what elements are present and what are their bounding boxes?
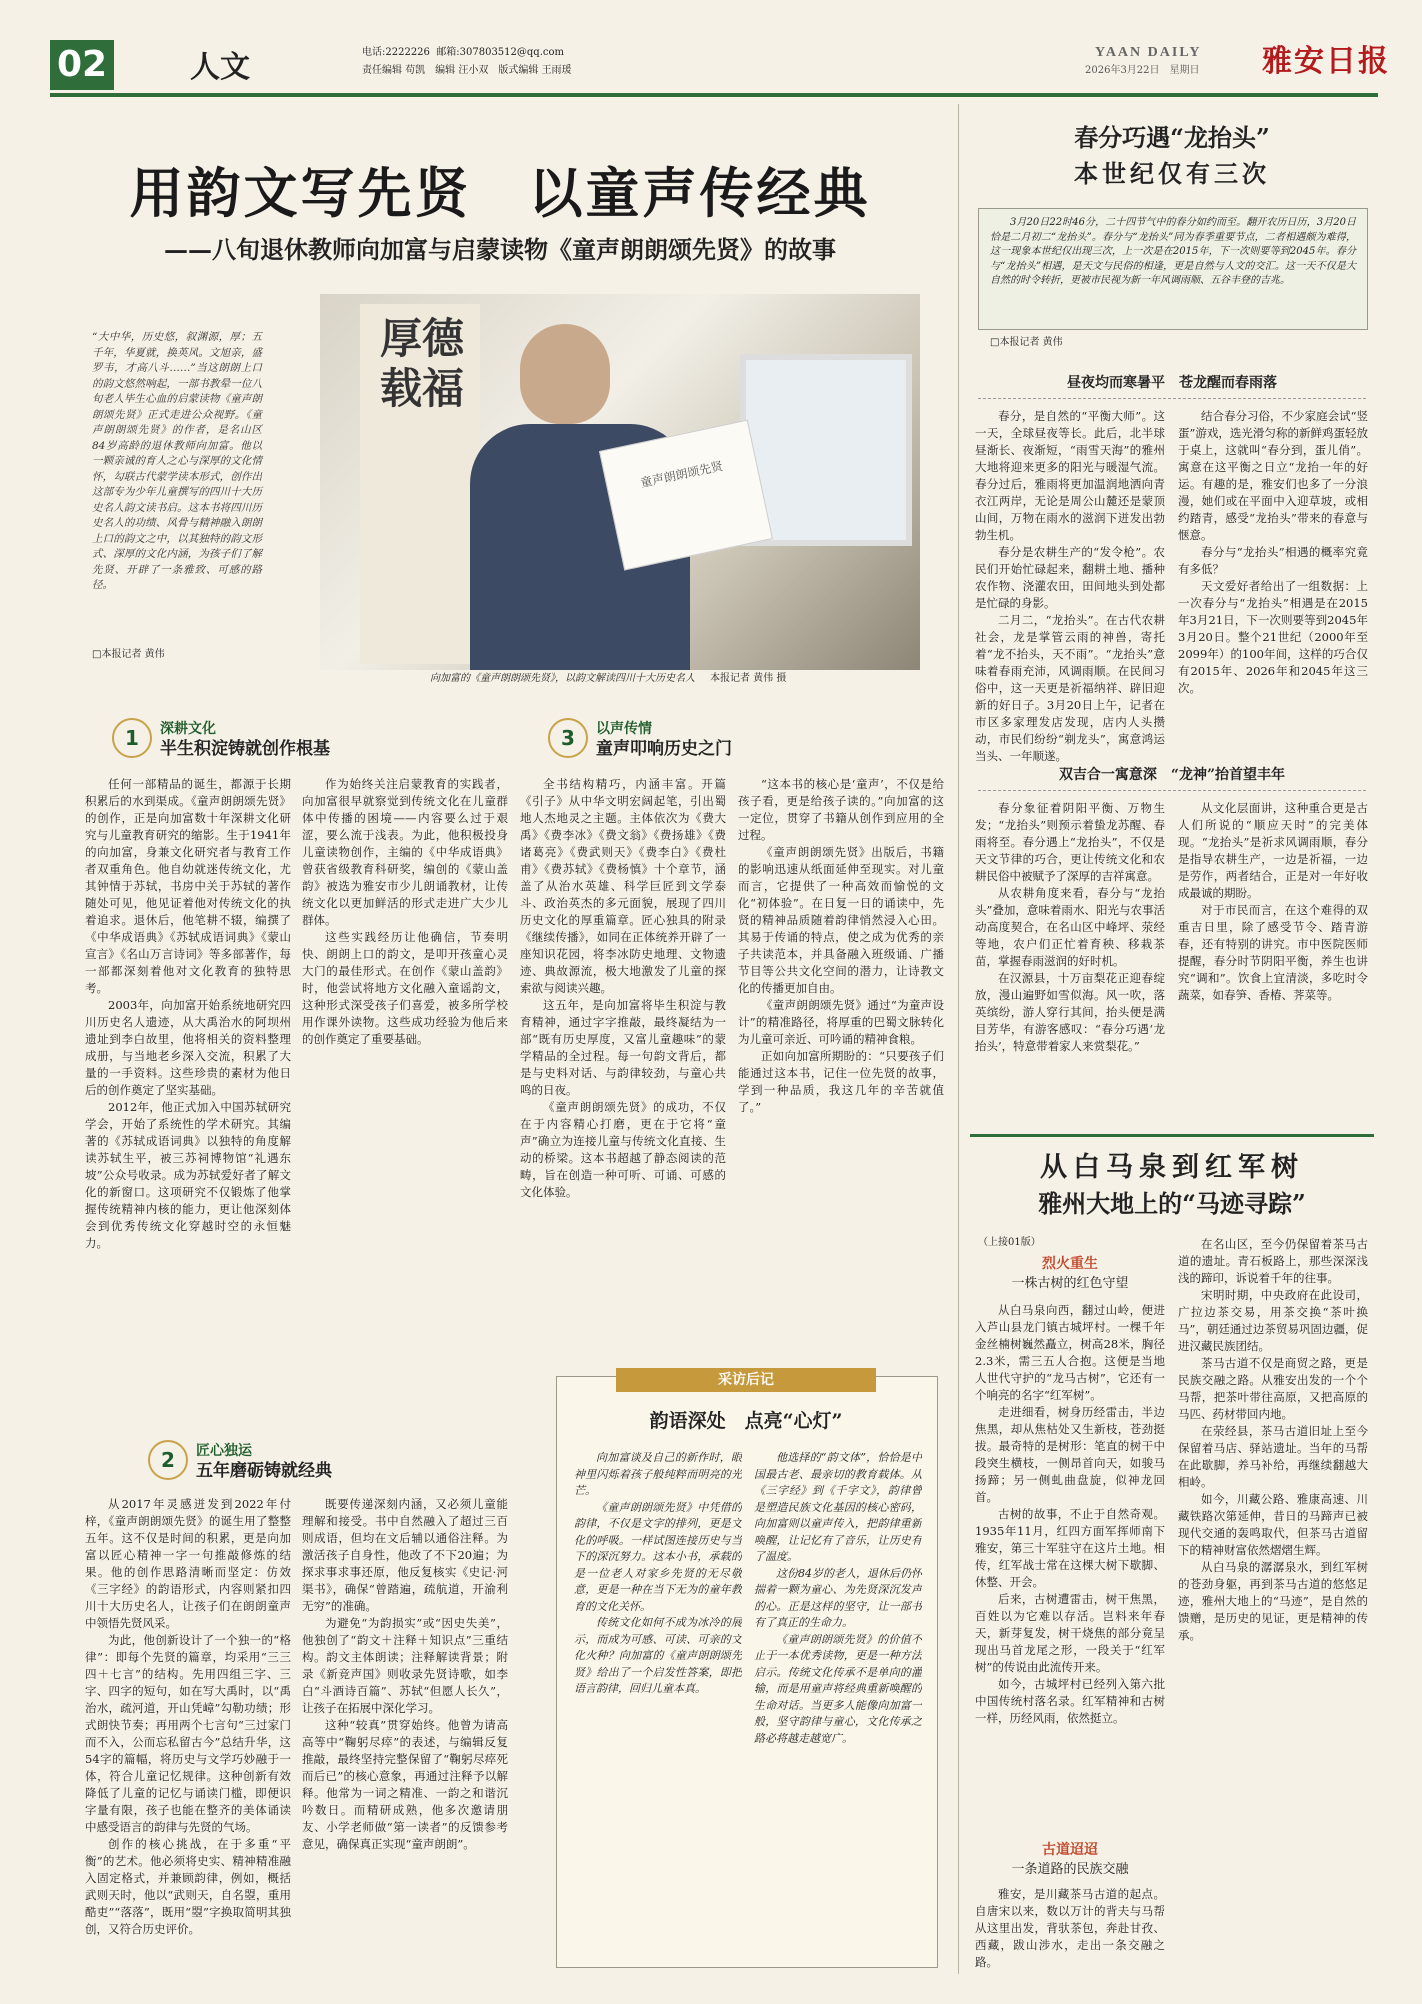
right-byline: □本报记者 黄伟 [990,337,1063,348]
photo-caption: 向加富的《童声朗朗颂先贤》，以韵文解读四川十大历史名人 [430,673,695,684]
paragraph: 向加富谈及自己的新作时，眼神里闪烁着孩子般纯粹而明亮的光芒。 [574,1451,742,1497]
sidebar-tag: 采访后记 [616,1368,876,1392]
sidebar-col1 [574,1450,742,1954]
book-cover-title: 童声朗朗颂先贤 [639,458,725,491]
header-rule [50,93,1378,97]
paragraph: 雅安，是川藏茶马古道的起点。自唐宋以来，数以万计的背夫与马帮从这里出发，背驮茶包，奔赴甘孜、西藏，跋山涉水，走出一条交融之路。 [975,1887,1165,1969]
paragraph: 春分与“龙抬头”相遇的概率究竟有多低？ [1178,545,1368,576]
paragraph: 这些实践经历让他确信，节奏明快、朗朗上口的韵文，是叩开孩童心灵大门的最佳形式。在创作《蒙山盖韵》时，他尝试将地方文化融入童谣韵文，这种形式深受孩子们喜爱，被多所学校用作课外读物。这些成功经验为他后来的创作奠定了重要基础。 [302,930,508,1046]
bottom-subhead-2: 古道迢迢 [1042,1842,1098,1858]
section-2-badge: 2 [148,1440,188,1480]
right-mid-col2 [1178,800,1368,1122]
paragraph: 对于市民而言，在这个难得的双重吉日里，除了感受节令、踏青游春，还有特别的讲究。市中医院医师提醒，春分时节阴阳平衡，养生也讲究“调和”。饮食上宜清淡，多吃时令蔬菜，如春笋、香椿、荠菜等。 [1178,903,1368,1002]
paragraph: 为此，他创新设计了一个独一的“格律”：即每个先贤的篇章，均采用“三三四＋七言”的结构。先用四组三字、三字、四字的短句，如在写大禹时，以“禹治水，疏河道，开山凭嶂”勾勒功绩；形式朗快节奏；再用两个七言句“三过家门而不入，公而忘私留古今”总结升华，这54字的篇幅，将历史与文学巧妙融于一体，符合儿童记忆规律。这种创新有效降低了儿童的记忆与诵读门槛，即便识字量有限，孩子也能在整齐的美体诵读中感受语言的韵律与先贤的气场。 [85,1633,291,1834]
section-3-col1 [520,776,726,1370]
paragraph: 正如向加富所期盼的：“只要孩子们能通过这本书，记住一位先贤的故事，学到一种品质，我这几年的辛苦就值了。” [738,1049,944,1114]
right-separator [970,1134,1374,1137]
section-2-kicker: 匠心独运 [196,1443,252,1459]
main-subtitle: ——八旬退休教师向加富与启蒙读物《童声朗朗颂先贤》的故事 [164,235,836,264]
editors: 责任编辑 苟凯 编辑 汪小双 版式编辑 王雨瑗 [362,65,572,76]
paragraph: 《童声朗朗颂先贤》的价值不止于一本优秀读物，更是一种方法启示。传统文化传承不是单向的灌输，而是用童声将经典重新唤醒的生命对话。当更多人能像向加富一般，坚守韵律与童心，文化传承之路必将越走越宽广。 [754,1632,922,1745]
right-bottom-title-2: 雅州大地上的“马迹寻踪” [1038,1189,1306,1218]
paragraph: 既要传递深刻内涵，又必须儿童能理解和接受。书中自然融入了超过三百则成语，但均在文后辅以通俗注释。为激活孩子自身性，他改了不下20遍；为探求事求事还原，他反复核实《史记·河渠书》，确保“曾踏遍，疏航道，开渝利无穷”的准确。 [302,1497,508,1613]
contact-info [362,46,922,60]
paragraph: 传统文化如何不成为冰冷的展示，而成为可感、可读、可亲的文化火种？向加富的《童声朗朗颂先贤》给出了一个启发性答案，即把语言韵律，回归儿童本真。 [574,1616,742,1695]
right-mid-col1 [975,800,1165,1122]
paragraph: 他选择的“韵文体”，恰恰是中国最古老、最亲切的教育载体。从《三字经》到《千字文》，韵律曾是塑造民族文化基因的核心密码，向加富则以童声传入，把韵律重新唤醒，让记忆有了音乐，让历史有了温度。 [754,1451,922,1563]
paragraph: 如今，川藏公路、雅康高速、川藏铁路次第延伸，昔日的马蹄声已被现代交通的轰鸣取代，但茶马古道留下的精神财富依然熠熠生辉。 [1178,1492,1368,1557]
paragraph: 2012年，他正式加入中国苏轼研究学会，开始了系统性的学术研究。其编著的《苏轼成语词典》以独特的角度解读苏轼生平，被三苏祠博物馆“礼遇东坡”公众号收录。成为苏轼爱好者了解文化的新窗口。这项研究不仅锻炼了他掌握传统精神内核的能力，更让他深刻体会到优秀传统文化穿越时空的永恒魅力。 [85,1100,291,1250]
paper-en: YAAN DAILY [1095,45,1202,60]
section-2-col2 [302,1496,508,1970]
section-3-heading: 童声叩响历史之门 [596,739,732,759]
section-1-col2 [302,776,508,1430]
dotted-rule [978,790,1366,791]
paragraph: 茶马古道不仅是商贸之路，更是民族交融之路。从雅安出发的一个个马帮，把茶叶带往高原，又把高原的马匹、药材带回内地。 [1178,1356,1368,1421]
right-bottom-title-1: 从白马泉到红军树 [1040,1152,1304,1183]
right-subhead-2: 双吉合一寓意深 “龙神”抬首望丰年 [1058,767,1286,783]
paragraph: 春分，是自然的“平衡大师”。这一天，全球昼夜等长。此后，北半球昼渐长、夜渐短，“雨雪天海”的雅州大地将迎来更多的阳光与暖湿气流。春分过后，雅雨将更加温润地洒向青衣江两岸，无论是周公山麓还是蒙顶山间，万物在雨水的滋润下迸发出勃勃生机。 [975,409,1165,542]
paragraph: 在汉源县，十万亩梨花正迎春绽放，漫山遍野如雪似海。风一吹，落英缤纷，游人穿行其间，抬头便是满目芳华，有游客感叹：“春分巧遇‘龙抬头’，特意带着家人来赏梨花。” [975,971,1165,1053]
paragraph: 这份84岁的老人，退休后仍怀揣着一颗为童心、为先贤深沉发声的心。正是这样的坚守，让一部书有了真正的生命力。 [754,1566,922,1629]
sidebar-col2 [754,1450,922,1954]
paragraph: 从白马泉向西，翻过山岭，便进入芦山县龙门镇古城坪村。一棵千年金丝楠树巍然矗立，树高28米，胸径2.3米，需三五人合抱。这便是当地人世代守护的“龙马古树”，它还有一个响亮的名字“红军树”。 [975,1303,1165,1402]
calligraphy: 厚德载福 [380,314,465,413]
right-subhead-1: 昼夜均而寒暑平 苍龙醒而春雨落 [1067,375,1277,391]
right-top-title-2: 本世纪仅有三次 [1074,159,1270,188]
right-bottom-col1 [975,1302,1165,1838]
main-title: 用韵文写先贤 以童声传经典 [129,161,871,225]
paragraph: 《童声朗朗颂先贤》出版后，书籍的影响迅速从纸面延伸至现实。对儿童而言，它提供了一种高效而愉悦的文化“初体验”。在日复一日的诵读中，先贤的精神品质随着韵律悄然浸入心田。其易于传诵的特点，使之成为优秀的亲子共读范本，并具备融入班级诵、广播节目等公共文化空间的潜力，让诗教文化的传播更加自由。 [738,845,944,995]
paragraph: 作为始终关注启蒙教育的实践者，向加富很早就察觉到传统文化在儿童群体中传播的困境——内容要么过于艰涩，要么流于浅表。为此，他积极投身儿童读物创作，主编的《中华成语典》曾获省级教育科研奖，编创的《蒙山盖韵》被选为雅安市少儿朗诵教材，让传统文化以更加鲜活的形式走进广大少儿群体。 [302,777,508,927]
paragraph: 为避免“为韵损实”或“因史失美”，他独创了“韵文＋注释＋知识点”三重结构。韵文主体朗读；注释解读背景；附录《新竞声国》则收录先贤诗歌，如李白“斗酒诗百篇”、苏轼“但愿人长久”，让孩子在拓展中深化学习。 [302,1616,508,1715]
bottom-subhead-2b: 一条道路的民族交融 [1011,1862,1129,1877]
bottom-subhead-1b: 一株古树的红色守望 [1011,1276,1129,1291]
paragraph: 春分是农耕生产的“发令枪”。农民们开始忙碌起来，翻耕土地、播种农作物、浇灌农田，田间地头到处都是忙碌的身影。 [975,545,1165,610]
paragraph: 春分象征着阴阳平衡、万物生发；“龙抬头”则预示着蛰龙苏醒、春雨将至。春分遇上“龙抬头”，不仅是天文节律的巧合，更让传统文化和农耕民俗中被赋予了深厚的吉祥寓意。 [975,801,1165,883]
paragraph: 2003年，向加富开始系统地研究四川历史名人遗迹，从大禹治水的阿坝州遗址到李白故里，他将相关的资料整理成册，与当地老乡深入交流，积累了大量的一手资料。这些珍贵的素材为他日后的创作奠定了坚实基础。 [85,998,291,1097]
section-1-badge: 1 [112,718,152,758]
section-2-heading: 五年磨砺铸就经典 [196,1461,332,1481]
right-top-col2 [1178,408,1368,772]
right-intro: 3月20日22时46分，二十四节气中的春分如约而至。翻开农历日历，3月20日恰是二月初二“龙抬头”。春分与“龙抬头”同为春季重要节点，二者相遇颇为难得，这一现象本世纪仅出现三次，上一次是在2015年，下一次则要等到2045年。春分与“龙抬头”相遇，是天文与民俗的相逢，更是自然与人文的交汇。这一天不仅是大自然的时令转折，更被市民视为新一年风调雨顺、五谷丰登的吉兆。 [990,217,1356,286]
section-3-col2 [738,776,944,1370]
paragraph: 这五年，是向加富将毕生积淀与教育精神，通过字字推敲，最终凝结为一部“既有历史厚度，又富儿童趣味”的蒙学精品的全过程。每一句韵文背后，都是与史料对话、与韵律较劲，与童心共鸣的日夜。 [520,998,726,1097]
paragraph: 这种“较真”贯穿始终。他曾为请高高等中“鞠躬尽瘁”的表述，与编辑反复推敲，最终坚持完整保留了“鞠躬尽瘁死而后已”的核心意象，再通过注释予以解释。他常为一词之精准、一韵之和谐沉吟数日。而精研成熟，他多次邀请朋友、小学老师做“第一读者”的反馈参考意见，确保真正实现“童声朗朗”。 [302,1718,508,1851]
photo-credit: 本报记者 黄伟 摄 [710,673,787,684]
paragraph: 《童声朗朗颂先贤》的成功，不仅在于内容精心打磨，更在于它将“童声”确立为连接儿童与传统文化直接、生动的桥梁。这本书超越了静态阅读的范畴，旨在创造一种可听、可诵、可感的文化体验。 [520,1100,726,1199]
paragraph: 在荥经县，茶马古道旧址上至今保留着马店、驿站遗址。当年的马帮在此歇脚，养马补给，再继续翻越大相岭。 [1178,1424,1368,1489]
paragraph: 从2017年灵感迸发到2022年付梓，《童声朗朗颂先贤》的诞生用了整整五年。这不仅是时间的积累，更是向加富以匠心精神一字一句推敲修炼的结果。他的创作思路清晰而坚定：仿效《三字经》的韵语形式，内容则紧扣四川十大历史名人，让孩子们在朗朗童声中领悟先贤风采。 [85,1497,291,1630]
section-1-kicker: 深耕文化 [160,721,216,737]
right-bottom-col2 [1178,1236,1368,1972]
bottom-subhead-1: 烈火重生 [1042,1256,1098,1272]
paragraph: 《童声朗朗颂先贤》中凭借的韵律，不仅是文字的排列，更是文化的呼吸。一样试图连接历史与当下的深沉努力。这本小书，承载的是一位老人对家乡先贤的无尽敬意，更是一种在当下无为的童年教育的文化关怀。 [574,1500,742,1613]
paragraph: 在名山区，至今仍保留着茶马古道的遗址。青石板路上，那些深深浅浅的蹄印，诉说着千年的往事。 [1178,1237,1368,1285]
phone: 电话:2222226 [362,47,430,58]
paragraph: 创作的核心挑战，在于多重“平衡”的艺术。他必须将史实、精神精准融入固定格式，并兼顾韵律，例如，概括武则天时，他以“武则天，自名曌，重用酷吏”“落落”，既用“曌”字换取简明其独创，又符合历史评价。 [85,1837,291,1936]
paragraph: 从白马泉的潺潺泉水，到红军树的苍劲身躯，再到茶马古道的悠悠足迹，雅州大地上的“马迹”，是自然的馈赠，是历史的见证，更是精神的传承。 [1178,1560,1368,1642]
paragraph: 二月二，“龙抬头”。在古代农耕社会，龙是掌管云雨的神兽，寄托着“龙不抬头，天不雨”。“龙抬头”意味着春雨充沛，风调雨顺。在民间习俗中，这一天更是祈福纳祥、辟旧迎新的好日子。3月20日上午，记者在市区多家理发店发现，店内人头攒动，市民们纷纷“剃龙头”，寓意鸿运当头、一年顺遂。 [975,613,1165,763]
section-1-heading: 半生积淀铸就创作根基 [160,739,330,759]
section-title: 人文 [190,50,250,85]
email: 邮箱:307803512@qq.com [436,47,564,58]
intro-byline: □本报记者 黄伟 [92,649,165,660]
right-top-col1 [975,408,1165,772]
dotted-rule [978,398,1366,399]
issue-date: 2026年3月22日 星期日 [1085,65,1200,76]
section-2-col1 [85,1496,291,1970]
page-number: 02 [50,40,114,90]
paragraph: 任何一部精品的诞生，都源于长期积累后的水到渠成。《童声朗朗颂先贤》的创作，正是向加富数十年深耕文化研究与儿童教育研究的缩影。生于1941年的向加富，身兼文化研究者与教育工作者双重角色。他自幼就迷传统文化，尤其钟情于苏轼，书房中关于苏轼的著作随处可见，他见证着他对传统文化的执着追求。退休后，他笔耕不辍，编撰了《中华成语典》《苏轼成语词典》《蒙山宣言》《名山万言诗词》等多部著作，每一部都深刻着他对文化教育的独特思考。 [85,777,291,995]
section-1-col1 [85,776,291,1430]
paragraph: 古树的故事，不止于自然奇观。1935年11月，红四方面军挥师南下雅安，第三十军驻守在这片土地。相传，红军战士常在这棵大树下歇脚、休整、开会。 [975,1507,1165,1589]
paragraph: 宋明时期，中央政府在此设司，广拉边茶交易，用茶交换“茶叶换马”，朝廷通过边茶贸易巩固边疆，促进汉藏民族团结。 [1178,1288,1368,1353]
paragraph: “这本书的核心是‘童声’，不仅是给孩子看，更是给孩子读的。”向加富的这一定位，贯穿了书籍从创作到应用的全过程。 [738,777,944,842]
section-3-kicker: 以声传情 [596,721,652,737]
paragraph: 结合春分习俗，不少家庭会试“竖蛋”游戏，选光滑匀称的新鲜鸡蛋轻放于桌上，这就叫“春分到，蛋儿俏”。寓意在这平衡之日立“龙抬一年的好运。有趣的是，雅安们也多了一分浪漫，她们或在平面中入迎草坡，或相约踏青，感受“龙抬头”带来的春意与惬意。 [1178,409,1368,542]
paragraph: 后来，古树遭雷击，树干焦黑，百姓以为它难以存活。岂料来年春天，新芽复发，树干烧焦的部分竟呈现出马首龙尾之形，一段关于“红军树”的传说由此流传开来。 [975,1592,1165,1674]
right-bottom-col1b [975,1886,1165,1972]
main-photo [320,294,920,670]
paragraph: 天文爱好者给出了一组数据：上一次春分与“龙抬头”相遇是在2015年3月21日，下一次则要等到2045年3月20日。整个21世纪（2000年至2099年）的100年间，这样的巧合仅有2015年、2026年和2045年这三次。 [1178,579,1368,695]
section-3-badge: 3 [548,718,588,758]
column-divider [958,104,959,1974]
paragraph: 从农耕角度来看，春分与“龙抬头”叠加，意味着雨水、阳光与农事活动高度契合，在名山区中峰坪、荥经等地，农户们正忙着育秧、移栽茶苗，掌握春雨滋润的好时机。 [975,886,1165,968]
intro-text: “大中华，历史悠，叙渊源，厚；五千年，华夏就，换英风。文旭亲，盛罗韦，才高八斗……”当这朗朗上口的韵文悠然响起，一部书教晕一位八旬老人毕生心血的启蒙读物《童声朗朗颂先贤》正式走进公众视野。《童声朗朗颂先贤》的作者，是名山区84岁高龄的退休教师向加富。他以一颗亲诚的育人之心与深厚的文化情怀，勾联古代蒙学读本形式，创作出这部专为少年儿童撰写的四川十大历史名人韵文读书启。这本书将四川历史名人的功绩、风骨与精神融入朗朗上口的韵文之中，以其独特的韵文形式、深厚的文化内涵，为孩子们了解先贤、开辟了一条雅致、可感的路径。 [92,331,262,591]
paragraph: 如今，古城坪村已经列入第六批中国传统村落名录。红军精神和古树一样，历经风雨，依然挺立。 [975,1677,1165,1725]
paragraph: 走进细看，树身历经雷击，半边焦黑，却从焦枯处又生新枝，苍劲挺拔。最奇特的是树形：笔直的树干中段突生横枝，一侧昂首向天，如骏马扬蹄；另一侧虬曲盘旋，似神龙回首。 [975,1405,1165,1504]
paragraph: 全书结构精巧，内涵丰富。开篇《引子》从中华文明宏阔起笔，引出蜀地人杰地灵之主题。主体依次为《费大禹》《费李冰》《费文翁》《费扬雄》《费诸葛亮》《费武则天》《费李白》《费杜甫》《费苏轼》《费杨慎》十个章节，涵盖了从治水英雄、科学巨匠到文学泰斗、政治英杰的多元面貌，展现了四川历史文化的厚重篇章。匠心独具的附录《继续传播》，如同在正体统养开辟了一座知识花园，将李冰防史地理、文物遗迹、典故源流，极大地激发了儿童的探索欲与阅读兴趣。 [520,777,726,995]
continued-from: （上接01版） [978,1237,1041,1248]
right-top-title-1: 春分巧遇“龙抬头” [1074,123,1270,152]
paragraph: 从文化层面讲，这种重合更是古人们所说的“顺应天时”的完美体现。“龙抬头”是祈求风调雨顺，春分是指导农耕生产，一边是祈福，一边是劳作，两者结合，正是对一年好收成最诚的期盼。 [1178,801,1368,900]
paper-logo: 雅安日报 [1262,44,1390,79]
paragraph: 《童声朗朗颂先贤》通过“为童声设计”的精准路径，将厚重的巴蜀文脉转化为儿童可亲近、可吟诵的精神食粮。 [738,998,944,1046]
sidebar-title: 韵语深处 点亮“心灯” [649,1410,843,1432]
